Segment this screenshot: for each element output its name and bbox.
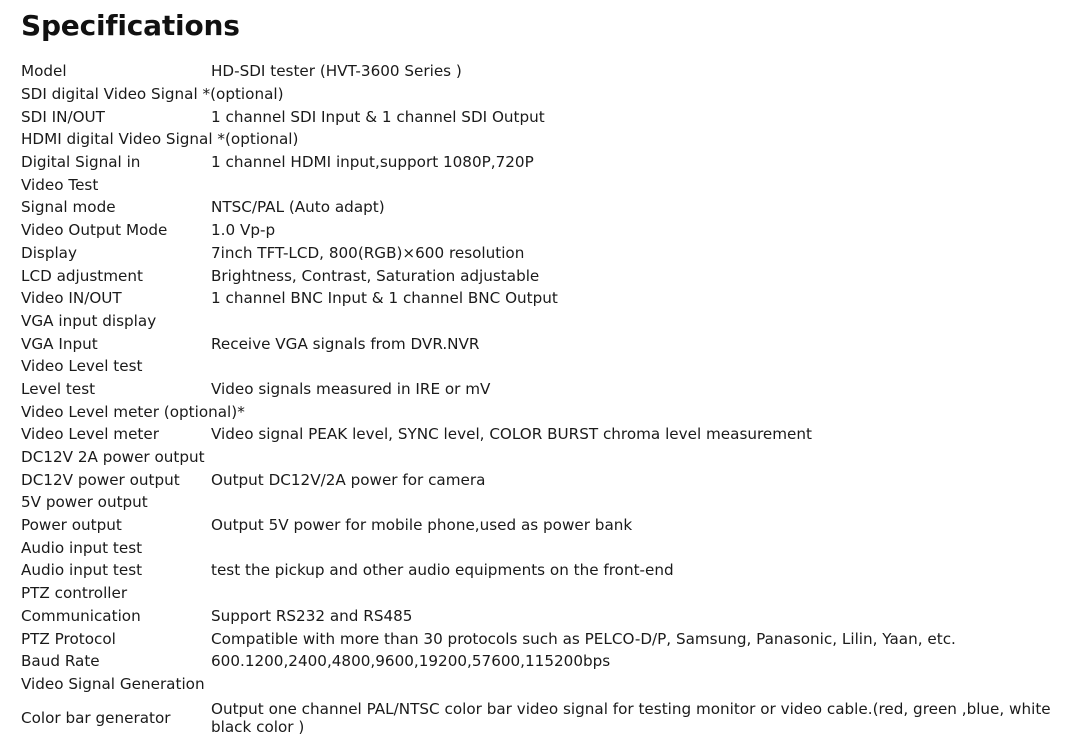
spec-row bbox=[21, 605, 1066, 628]
spec-label: Power output bbox=[21, 516, 122, 535]
spec-value: Video signals measured in IRE or mV bbox=[211, 379, 491, 398]
spec-section-row bbox=[21, 446, 1066, 469]
spec-label: Video Output Mode bbox=[21, 221, 168, 240]
spec-value: test the pickup and other audio equipments on the front-end bbox=[211, 561, 674, 580]
spec-label: Digital Signal in bbox=[21, 153, 141, 172]
spec-section-heading: Video Level test bbox=[21, 357, 143, 376]
spec-row bbox=[21, 105, 1066, 128]
spec-value: 600.1200,2400,4800,9600,19200,57600,115200bps bbox=[211, 652, 611, 671]
spec-row bbox=[21, 695, 1066, 741]
spec-section-heading: Video Level meter (optional)* bbox=[21, 402, 245, 421]
spec-section-heading: SDI digital Video Signal *(optional) bbox=[21, 85, 284, 104]
spec-row bbox=[21, 151, 1066, 174]
spec-section-row bbox=[21, 536, 1066, 559]
spec-section-row bbox=[21, 400, 1066, 423]
spec-section-row bbox=[21, 128, 1066, 151]
spec-section-row bbox=[21, 491, 1066, 514]
spec-section-row bbox=[21, 310, 1066, 333]
spec-section-heading: Audio input test bbox=[21, 538, 143, 557]
spec-row bbox=[21, 627, 1066, 650]
spec-label: Baud Rate bbox=[21, 652, 100, 671]
spec-section-heading: HDMI digital Video Signal *(optional) bbox=[21, 130, 299, 149]
spec-value: 1 channel SDI Input & 1 channel SDI Output bbox=[211, 107, 545, 126]
spec-section-row bbox=[21, 355, 1066, 378]
spec-label: Level test bbox=[21, 379, 96, 398]
spec-row bbox=[21, 650, 1066, 673]
spec-table bbox=[21, 60, 1066, 741]
spec-label: Display bbox=[21, 243, 77, 262]
spec-value: HD-SDI tester (HVT-3600 Series ) bbox=[211, 62, 462, 81]
spec-value: Receive VGA signals from DVR.NVR bbox=[211, 334, 480, 353]
spec-section-heading: 5V power output bbox=[21, 493, 148, 512]
spec-label: Signal mode bbox=[21, 198, 116, 217]
spec-label: Communication bbox=[21, 606, 141, 625]
spec-value: Brightness, Contrast, Saturation adjustable bbox=[211, 266, 540, 285]
spec-label: VGA Input bbox=[21, 334, 98, 353]
spec-value: Output DC12V/2A power for camera bbox=[211, 470, 486, 489]
spec-section-row bbox=[21, 582, 1066, 605]
spec-value: Output 5V power for mobile phone,used as power bank bbox=[211, 516, 633, 535]
spec-section-heading: Video Signal Generation bbox=[21, 674, 205, 693]
spec-label: Color bar generator bbox=[21, 709, 171, 728]
spec-value: 7inch TFT-LCD, 800(RGB)×600 resolution bbox=[211, 243, 525, 262]
spec-value: Support RS232 and RS485 bbox=[211, 606, 413, 625]
spec-row bbox=[21, 332, 1066, 355]
spec-row bbox=[21, 378, 1066, 401]
spec-row bbox=[21, 468, 1066, 491]
spec-value: Output one channel PAL/NTSC color bar video signal for testing monitor or video cable.(red, green ,blue, white black color ) bbox=[211, 700, 1051, 737]
spec-section-heading: Video Test bbox=[21, 175, 99, 194]
spec-section-row bbox=[21, 673, 1066, 696]
spec-value: Compatible with more than 30 protocols such as PELCO-D/P, Samsung, Panasonic, Lilin, Yaan, etc. bbox=[211, 629, 956, 648]
spec-row bbox=[21, 287, 1066, 310]
spec-value: 1.0 Vp-p bbox=[211, 221, 276, 240]
spec-value: Video signal PEAK level, SYNC level, COLOR BURST chroma level measurement bbox=[211, 425, 812, 444]
spec-section-heading: PTZ controller bbox=[21, 584, 128, 603]
spec-page bbox=[21, 8, 1071, 741]
spec-section-row bbox=[21, 173, 1066, 196]
spec-label: LCD adjustment bbox=[21, 266, 143, 285]
spec-section-heading: VGA input display bbox=[21, 311, 157, 330]
spec-row bbox=[21, 242, 1066, 265]
spec-row bbox=[21, 423, 1066, 446]
spec-label: PTZ Protocol bbox=[21, 629, 116, 648]
spec-row bbox=[21, 514, 1066, 537]
spec-row bbox=[21, 60, 1066, 83]
spec-label: Audio input test bbox=[21, 561, 143, 580]
spec-section-row bbox=[21, 83, 1066, 106]
spec-label: Video Level meter bbox=[21, 425, 159, 444]
spec-label: DC12V power output bbox=[21, 470, 180, 489]
spec-table-body bbox=[21, 60, 1066, 741]
spec-row bbox=[21, 264, 1066, 287]
page-title: Specifications bbox=[21, 9, 240, 42]
spec-row bbox=[21, 219, 1066, 242]
spec-label: SDI IN/OUT bbox=[21, 107, 105, 126]
spec-label: Video IN/OUT bbox=[21, 289, 122, 308]
spec-row bbox=[21, 196, 1066, 219]
spec-value: NTSC/PAL (Auto adapt) bbox=[211, 198, 385, 217]
spec-section-heading: DC12V 2A power output bbox=[21, 448, 205, 467]
spec-row bbox=[21, 559, 1066, 582]
spec-label: Model bbox=[21, 62, 67, 81]
spec-value: 1 channel HDMI input,support 1080P,720P bbox=[211, 153, 534, 172]
spec-value: 1 channel BNC Input & 1 channel BNC Output bbox=[211, 289, 558, 308]
